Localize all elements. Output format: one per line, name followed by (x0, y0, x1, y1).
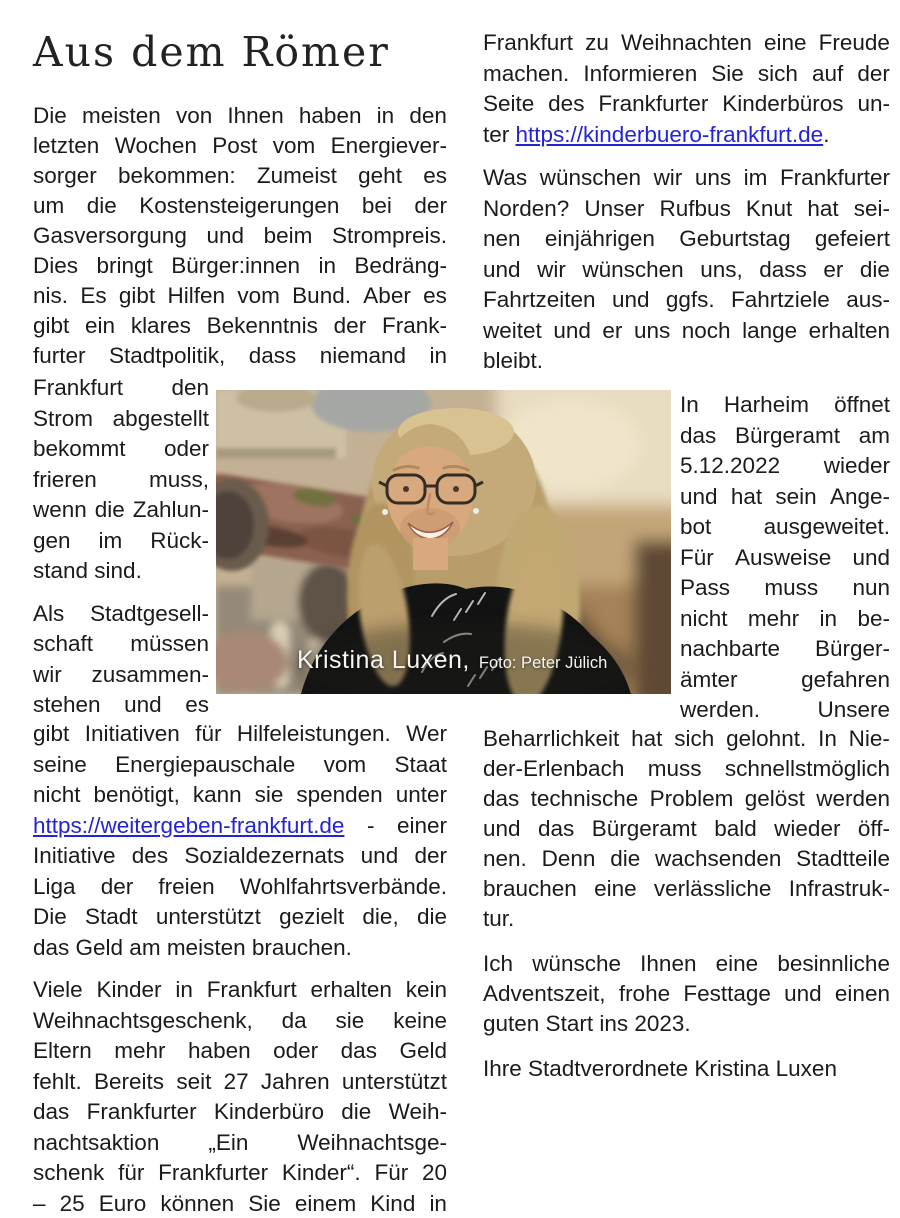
text-line: nachtsaktion „Ein Weihnachtsge- (33, 1129, 447, 1155)
paragraph (680, 390, 890, 726)
text-line: guten Start ins 2023. (483, 1011, 691, 1036)
text-line: tur. (483, 906, 515, 931)
hyperlink[interactable]: https://weitergeben-frankfurt.de (33, 812, 345, 838)
text-line: wir zusammen- (33, 661, 209, 687)
text-line: schaft müssen (33, 631, 209, 656)
text-line: der-Erlenbach muss schnellstmöglich (483, 756, 890, 781)
photo-caption-name: Kristina Luxen, (297, 646, 470, 674)
text-line: In Harheim öffnet (680, 392, 890, 417)
text-line: nis. Es gibt Hilfen vom Bund. Aber es (33, 283, 447, 308)
right-column-wrap-text (680, 390, 890, 726)
text-line: nicht mehr in be- (680, 605, 890, 631)
text-line: Initiative des Sozialdezernats und der (33, 843, 447, 868)
text-line: brauchen eine verlässliche Infrastruk- (483, 876, 890, 901)
text-line: weitet und er uns noch lange erhalten (483, 317, 890, 343)
text-line: und hat sein Ange- (680, 483, 890, 509)
text-line: machen. Informieren Sie sich auf der (483, 60, 890, 86)
photo-caption (297, 646, 607, 675)
right-column-bottom-text (483, 724, 890, 1084)
hyperlink[interactable]: https://kinderbuero-frankfurt.de (515, 121, 824, 147)
text-line: Ihre Stadtverordnete Kristina Luxen (483, 1056, 837, 1081)
right-column-top-text (483, 28, 890, 377)
text-line: Ich wünsche Ihnen eine besinnliche (483, 951, 890, 976)
text-line: Gasversorgung und beim Strompreis. (33, 223, 447, 248)
text-line: nicht benötigt, kann sie spenden unter (33, 782, 447, 807)
text-line: Liga der freien Wohlfahrtsverbände. (33, 873, 447, 899)
text-line: Eltern mehr haben oder das Geld (33, 1038, 447, 1063)
text-line: stehen und es (33, 692, 209, 717)
text-line: ämter gefahren (680, 666, 890, 692)
text-line: bleibt. (483, 348, 544, 373)
text-line: nen einjährigen Geburtstag gefeiert (483, 226, 890, 251)
text-line: Norden? Unser Rufbus Knut hat sei- (483, 195, 890, 221)
paragraph (483, 1054, 890, 1084)
text-line: ter https://kinderbuero-frankfurt.de. (483, 121, 830, 147)
text-line: Als Stadtgesell- (33, 600, 209, 626)
text-line: Fahrtzeiten und ggfs. Fahrtziele aus- (483, 287, 890, 312)
text-line: sorger bekommen: Zumeist geht es (33, 163, 447, 188)
text-line: seine Energiepauschale vom Staat (33, 751, 447, 777)
text-line: Frankfurt den (33, 375, 209, 400)
text-line: https://weitergeben-frankfurt.de - einer (33, 811, 447, 842)
text-line: wenn die Zahlun- (33, 497, 209, 522)
page-title: Aus dem Römer (33, 28, 390, 76)
text-line: das technische Problem gelöst werden (483, 786, 890, 811)
text-line: und wir wünschen uns, dass er die (483, 256, 890, 282)
text-line: Viele Kinder in Frankfurt erhalten kein (33, 977, 447, 1002)
text-line: das Frankfurter Kinderbüro die Weih- (33, 1099, 447, 1124)
text-line: das Geld am meisten brauchen. (33, 934, 352, 960)
text-line: Die meisten von Ihnen haben in den (33, 103, 447, 128)
text-line: Adventszeit, frohe Festtage und einen (483, 981, 890, 1006)
text-line: Weihnachtsgeschenk, da sie keine (33, 1007, 447, 1033)
left-column-wrap-text (33, 373, 209, 721)
text-line: furter Stadtpolitik, dass niemand in (33, 343, 447, 368)
text-line: – 25 Euro können Sie einem Kind in (33, 1190, 447, 1216)
text-line: werden. Unsere (680, 697, 890, 722)
text-line: gibt ein klares Bekenntnis der Frank- (33, 313, 447, 338)
text-line: gen im Rück- (33, 527, 209, 553)
text-line: Frankfurt zu Weihnachten eine Freude (483, 30, 890, 55)
text-line: letzten Wochen Post vom Energiever- (33, 133, 447, 158)
text-line: 5.12.2022 wieder (680, 453, 890, 478)
left-column-top-text (33, 101, 447, 371)
text-line: Pass muss nun (680, 575, 890, 600)
text-line: Die Stadt unterstützt gezielt die, die (33, 904, 447, 929)
text-line: fehlt. Bereits seit 27 Jahren unterstützt (33, 1068, 447, 1094)
paragraph (33, 599, 209, 721)
paragraph (483, 163, 890, 377)
text-line: gibt Initiativen für Hilfeleistungen. Wer (33, 721, 447, 746)
text-line: stand sind. (33, 558, 142, 583)
paragraph (33, 975, 447, 1218)
text-line: Strom abgestellt (33, 405, 209, 431)
paragraph (483, 949, 890, 1039)
text-line: Seite des Frankfurter Kinderbüros un- (483, 91, 890, 116)
text-line: nen. Denn die wachsenden Stadtteile (483, 846, 890, 871)
left-column-bottom-text (33, 719, 447, 1218)
paragraph (483, 724, 890, 934)
text-line: das Bürgeramt am (680, 422, 890, 448)
photo-caption-credit: Foto: Peter Jülich (478, 654, 608, 672)
text-line: schenk für Frankfurter Kinder“. Für 20 (33, 1160, 447, 1185)
text-line: Dies bringt Bürger:innen in Bedräng- (33, 253, 447, 278)
text-line: bot ausgeweitet. (680, 514, 890, 539)
text-line: und das Bürgeramt bald wieder öff- (483, 816, 890, 841)
text-line: nachbarte Bürger- (680, 636, 890, 661)
text-line: bekommt oder (33, 436, 209, 461)
text-line: Was wünschen wir uns im Frankfurter (483, 165, 890, 190)
text-line: Beharrlichkeit hat sich gelohnt. In Nie- (483, 726, 890, 751)
paragraph (33, 101, 447, 371)
paragraph (33, 719, 447, 963)
paragraph (483, 28, 890, 150)
text-line: frieren muss, (33, 466, 209, 492)
text-line: um die Kostensteigerungen bei der (33, 193, 447, 218)
paragraph (33, 373, 209, 587)
text-line: Für Ausweise und (680, 544, 890, 570)
